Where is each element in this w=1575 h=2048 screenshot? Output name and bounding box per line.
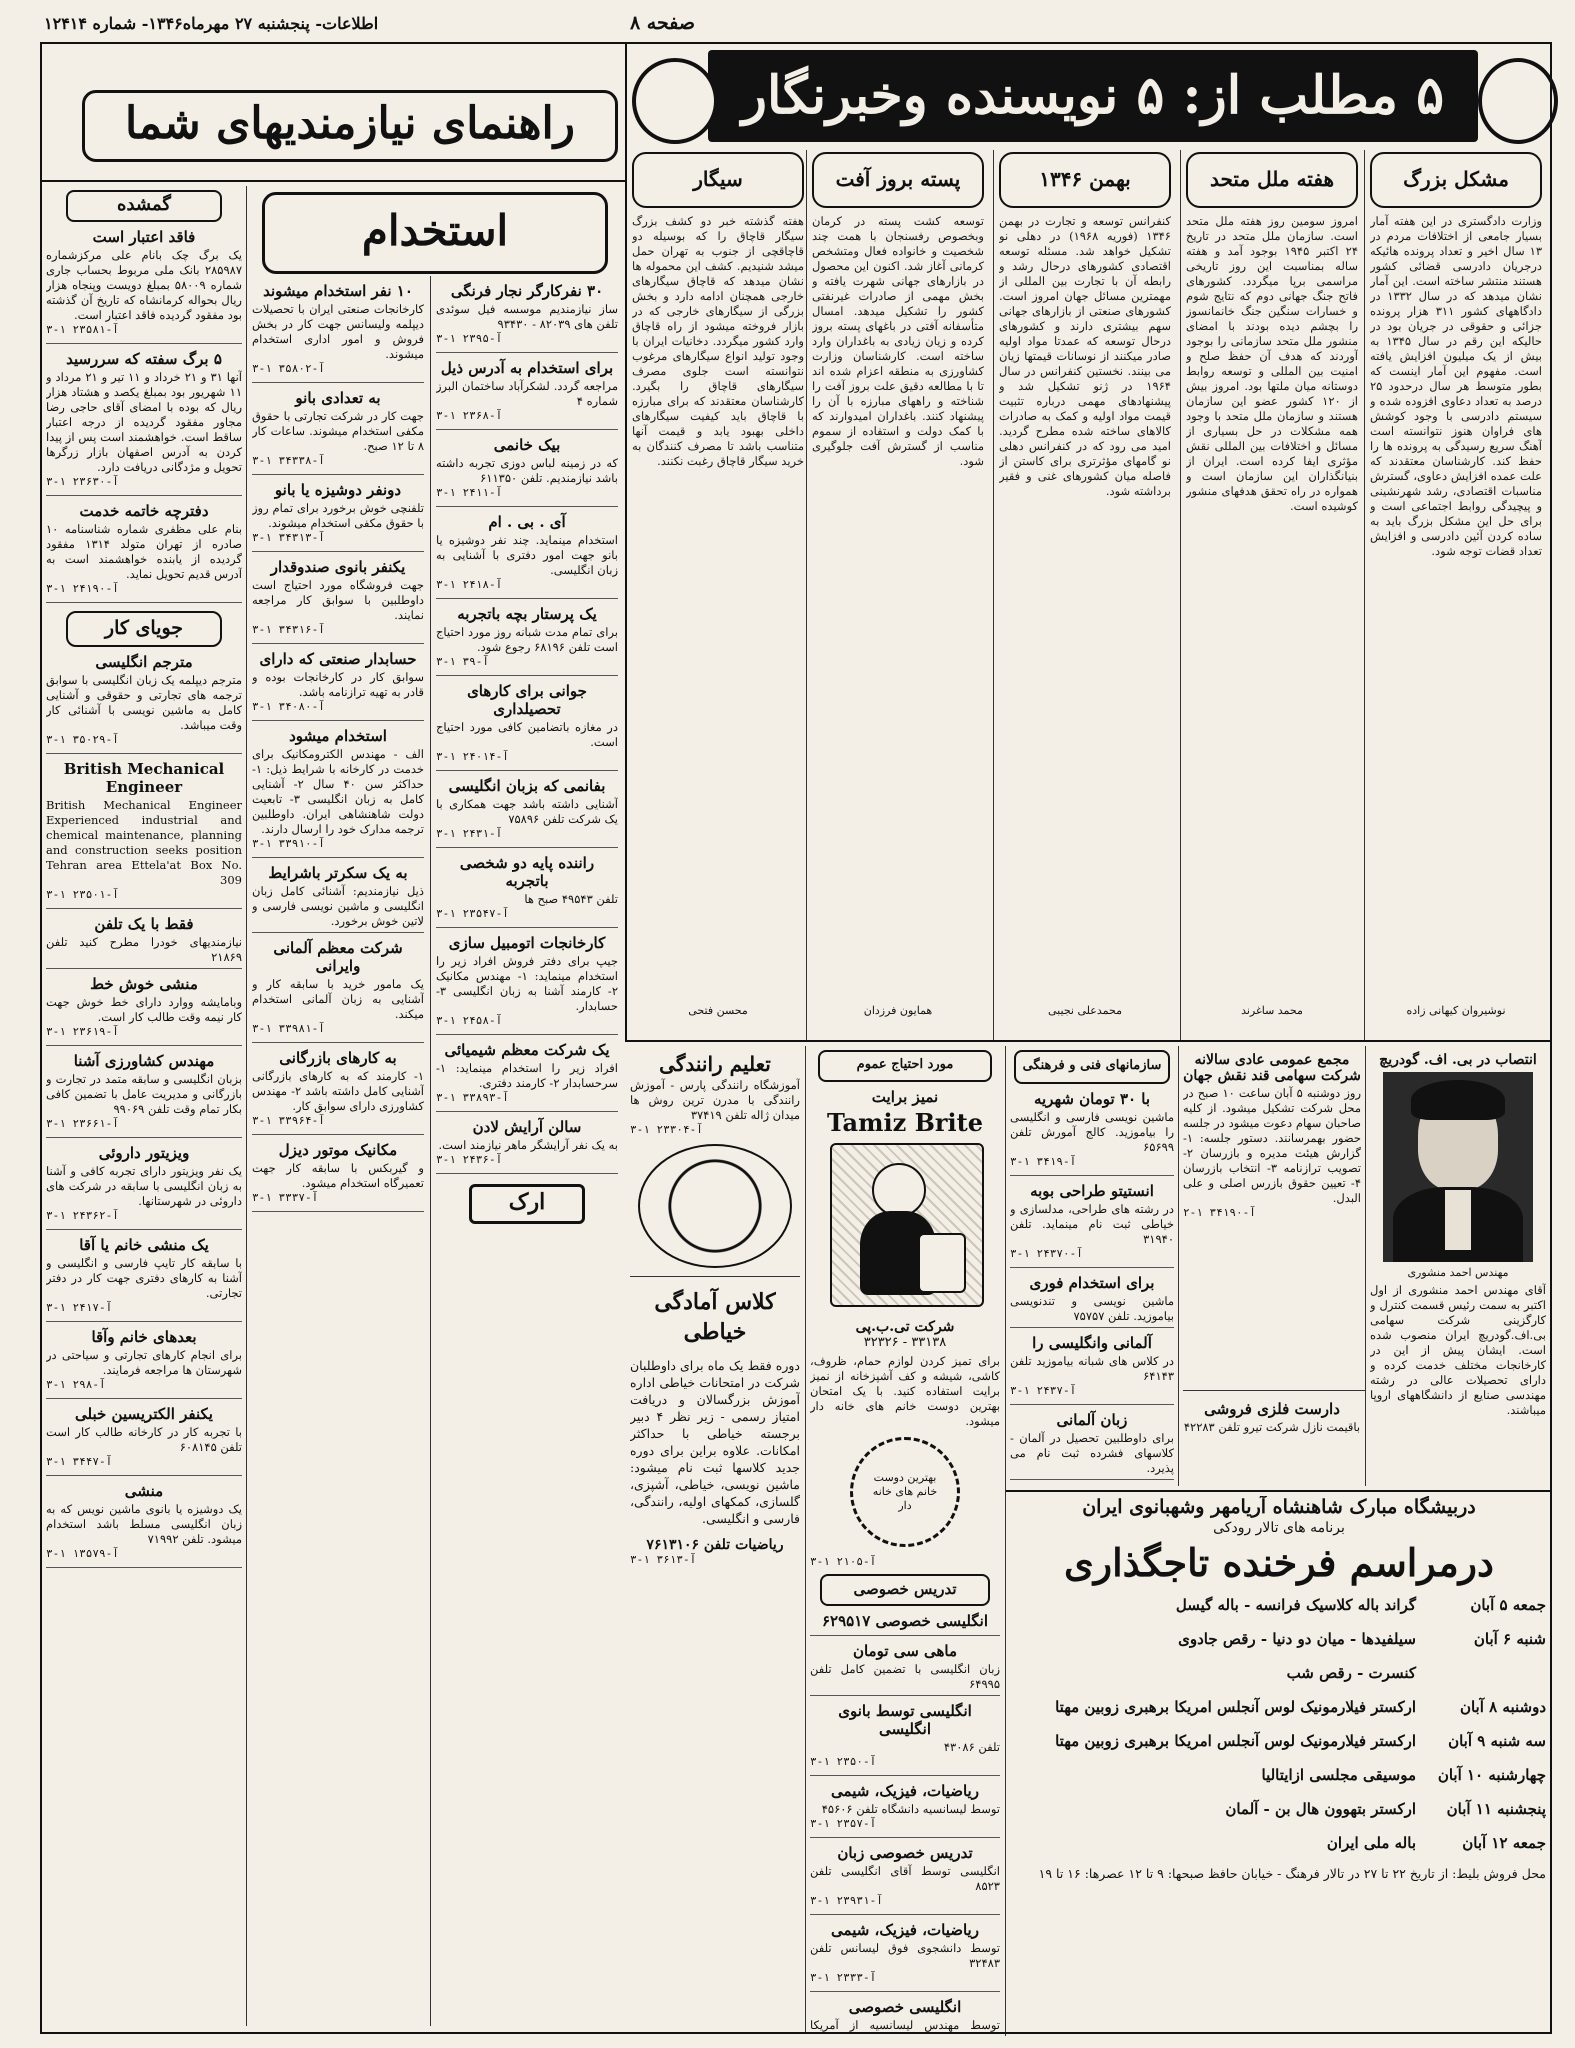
private-code: آ-۲۳۹۳۱ ۱-۳ xyxy=(810,1894,883,1907)
assembly-body: روز دوشنبه ۵ آبان ساعت ۱۰ صبح در محل شرکت تشکیل میشود. از کلیه صاحبان سهام دعوت میشود در جلسه حضور بهمرسانند. دستور جلسه: ۱- گزارش هیئت مدیره و بازرسان ۲- تصویب ترازنامه ۳- انتخاب بازرسان ۴- تعیین حقوق بازرس اصلی و علی البدل. xyxy=(1183,1086,1361,1205)
private-title: انگلیسی خصوصی ۶۲۹۵۱۷ xyxy=(821,1612,989,1630)
lost-title: فاقد اعتبار است xyxy=(92,228,196,246)
employment-body: جیپ برای دفتر فروش افراد زیر را استخدام مینماید: ۱- مهندس مکانیک ۲- کارمند آشنا به زبان انگلیسی ۳- حسابدار. xyxy=(436,954,618,1013)
employment-code: آ-۲۴۳۶ ۱-۳ xyxy=(436,1153,503,1166)
ceremony-schedule xyxy=(1012,1593,1546,1855)
employment-body: یک مامور خرید با سابقه کار و آشنایی به زبان آلمانی استخدام میکند. xyxy=(252,977,424,1021)
employment-item xyxy=(436,359,618,430)
appointment-title: انتصاب در بی. اف. گودریچ xyxy=(1379,1052,1537,1068)
lost-body: یک برگ چک بانام علی مرکزشماره ۲۸۵۹۸۷ بانک ملی مربوط بحساب جاری شماره ۵۸۰۰۹ بمبلغ دویست وپنجاه هزار ریال بحواله کرمانشاه که تاریخ آن گذشته بود مفقود گردیده فاقد اعتبار است. xyxy=(46,248,242,322)
jobseek-title: یک منشی خانم یا آقا xyxy=(79,1236,209,1254)
ceremony-row xyxy=(1012,1763,1546,1787)
employment-title: جوانی برای کارهای تحصیلداری xyxy=(467,682,587,718)
issue-line: اطلاعات- پنجشنبه ۲۷ مهرماه۱۳۴۶- شماره ۱۲۴۱۴ xyxy=(44,14,379,33)
employment-body: آشنایی داشته باشد جهت همکاری با یک شرکت تلفن ۷۵۸۹۶ xyxy=(436,797,618,826)
ceremony-day: جمعه ۱۲ آبان xyxy=(1462,1834,1546,1852)
employment-left-list xyxy=(252,282,424,1212)
ceremony-day: سه شنبه ۹ آبان xyxy=(1448,1732,1546,1750)
ceremony-title2: درمراسم فرخنده تاجگذاری xyxy=(1064,1540,1494,1585)
tamiz-seal xyxy=(850,1437,960,1547)
jobseek-body: وبامایشه ووارد دارای خط خوش جهت کار نیمه وقت طالب کار است. xyxy=(46,995,242,1024)
employment-body: در مغازه باتضامین کافی مورد احتیاج است. xyxy=(436,720,618,749)
tamiz-seal-text: بهترین دوست خانم های خانه دار xyxy=(872,1471,938,1512)
jobseek-title: بعدهای خانم وآقا xyxy=(91,1328,197,1346)
ceremony-event: کنسرت - رقص شب xyxy=(1286,1664,1416,1682)
employment-code: آ-۳۴۳۱۳ ۱-۳ xyxy=(252,531,325,544)
private-body: تلفن ۴۳۰۸۶ xyxy=(943,1740,1000,1754)
private-code: آ-۲۳۳۳ ۱-۳ xyxy=(810,1971,877,1984)
employment-body: استخدام مینماید. چند نفر دوشیزه یا بانو جهت امور دفتری با آشنایی به زبان انگلیسی. xyxy=(436,533,618,577)
employment-code: آ-۲۴۰۱۴ ۱-۳ xyxy=(436,750,509,763)
driving-sewing-column xyxy=(630,1046,800,2034)
tech-title: زبان آلمانی xyxy=(1056,1411,1128,1429)
employment-title: کارخانجات اتومبیل سازی xyxy=(448,934,606,952)
employment-title: به تعدادی بانو xyxy=(295,389,381,407)
feature-column xyxy=(632,152,804,1038)
tech-item xyxy=(1010,1182,1174,1268)
page-label: صفحه ۸ xyxy=(629,12,695,34)
tech-body: ماشین نویسی و تندنویسی بیاموزید. تلفن ۷۵۷۵۷ xyxy=(1010,1294,1174,1323)
feature-column xyxy=(999,152,1171,1038)
tech-title: با ۳۰ تومان شهریه xyxy=(1033,1090,1151,1108)
employment-item xyxy=(252,282,424,383)
feature-column xyxy=(1186,152,1358,1038)
ceremony-event: موسیقی مجلسی ازایتالیا xyxy=(1261,1766,1416,1784)
jobseek-heading xyxy=(66,611,222,647)
assembly-ad xyxy=(1183,1046,1361,1386)
employment-body: که در زمینه لباس دوزی تجربه داشته باشد نیازمندیم. تلفن ۶۱۱۳۵۰ xyxy=(436,456,618,485)
private-item xyxy=(810,1702,1000,1776)
appointment-ad xyxy=(1370,1046,1546,1486)
employment-title: یک پرستار بچه باتجربه xyxy=(457,605,597,623)
employment-body: برای تمام مدت شبانه روز مورد احتیاج است تلفن ۶۸۱۹۶ رجوع شود. xyxy=(436,625,618,654)
private-title: انگلیسی خصوصی xyxy=(848,1998,962,2016)
private-item xyxy=(810,1642,1000,1696)
employment-body: جهت کار در شرکت تجارتی با حقوق مکفی استخدام میشوند. ساعات کار ۸ تا ۱۲ صبح. xyxy=(252,409,424,453)
sewing-body: دوره فقط یک ماه برای داوطلبان شرکت در امتحانات خیاطی اداره آموزش بزرگسالان و دریافت امتیاز رسمی - زیر نظر ۴ دبیر برجسته خیاطی با حداکثر امکانات. علاوه براین برای دوره جدید کلاسها ثبت نام میشود: ماشین نویسی، خیاطی، آشپزی، گلسازی، کمکهای اولیه، رانندگی، فارسی و انگلیسی. xyxy=(630,1358,800,1526)
employment-title: حسابدار صنعتی که دارای xyxy=(259,650,417,668)
jobseek-item xyxy=(46,915,242,969)
employment-item xyxy=(252,389,424,475)
employment-code: آ-۳۳۸۹۳ ۱-۳ xyxy=(436,1091,509,1104)
employment-body: الف - مهندس الکترومکانیک برای خدمت در کارخانه با شرایط ذیل: ۱- حداکثر سن ۴۰ سال ۲- آشنایی کامل به زبان انگلیسی ۳- تابعیت دولت شاهنشاهی ایران. داوطلبین ترجمه مدارک خود را ارسال دارند. xyxy=(252,747,424,836)
tech-title: آلمانی وانگلیسی را xyxy=(1032,1334,1152,1352)
tech-body: برای داوطلبین تحصیل در آلمان - کلاسهای فشرده ثبت نام می پذیرد. xyxy=(1010,1431,1174,1475)
employment-right-list xyxy=(436,282,618,1174)
sale-body: باقیمت نازل شرکت تیرو تلفن ۴۲۲۸۳ xyxy=(1183,1420,1361,1434)
tech-title: انستیتو طراحی بوبه xyxy=(1030,1182,1154,1200)
feature-byline: محمد ساغرند xyxy=(1241,1004,1303,1017)
jobseek-code: آ-۲۳۵۰۱ ۱-۳ xyxy=(46,888,119,901)
col-lost-jobseek xyxy=(46,188,242,2028)
employment-body: ۱- کارمند که به کارهای بازرگانی آشنایی کامل داشته باشد ۲- مهندس کشاورزی دارای سوابق کار. xyxy=(252,1069,424,1113)
private-item xyxy=(810,1782,1000,1838)
employment-body: ساز نیازمندیم موسسه فیل سوئدی تلفن های ۸۲۰۳۹ - ۹۳۴۳۰ xyxy=(436,302,618,331)
employment-code: آ-۳۴۰۸۰ ۱-۳ xyxy=(252,700,325,713)
driving-body: آموزشگاه رانندگی پارس - آموزش رانندگی با مدرن ترین روش ها میدان ژاله تلفن ۳۷۴۱۹ xyxy=(630,1078,800,1122)
tech-title: برای استخدام فوری xyxy=(1029,1274,1155,1292)
jobseek-item xyxy=(46,653,242,754)
employment-code: آ-۳۳۹۶۴ ۱-۳ xyxy=(252,1114,325,1127)
private-body: توسط مهندس لیسانسیه از آمریکا xyxy=(810,2018,1000,2032)
employment-item xyxy=(252,864,424,933)
employment-item xyxy=(436,1041,618,1112)
employment-title: بفانمی که بزبان انگلیسی xyxy=(448,777,606,795)
feature-column xyxy=(1370,152,1542,1038)
employment-title: برای استخدام به آدرس ذیل xyxy=(440,359,614,377)
feature-body: امروز سومین روز هفته ملل متحد است. سازمان ملل متحد در تاریخ ۲۴ اکتبر ۱۹۴۵ بوجود آمد و هفته ساله بمناسبت این روز تاریخی مراسمی برپا میگردد. کشورهای فاتح جنگ جهانی دوم که نتایج شوم و خسارات سنگین جنگ خانمانسوز را بچشم دیده بودند با امضای منشور ملل متحد سازمانی را بوجود آوردند که هدف آن حفظ صلح و امنیت بین المللی و توسعه روابط دوستانه میان ملتها بود. امروز بیش از ۱۲۰ کشور عضو این سازمان هستند و سازمان ملل متحد با وجود همه مشکلات در حل بسیاری از مسائل و اختلافات بین المللی نقش مؤثری ایفا کرده است. ایران از بنیانگذاران این سازمان است و همواره در راه تحقق هدفهای منشور کوشیده است. xyxy=(1186,214,1358,513)
employment-code: آ-۳۹ ۱-۳ xyxy=(436,655,489,668)
jobseek-code: آ-۲۴۳۶۲ ۱-۳ xyxy=(46,1209,119,1222)
lost-body: بنام علی مظفری شماره شناسنامه ۱۰ صادره از تهران متولد ۱۳۱۴ مفقود گردیده از یابنده خواهشمند است به آدرس قدیم تحویل نماید. xyxy=(46,522,242,581)
ceremony-event: ارکستر فیلارمونیک لوس آنجلس امریکا برهبری زوبین مهتا xyxy=(1055,1698,1416,1716)
employment-body: به یک نفر آرایشگر ماهر نیازمند است. xyxy=(438,1138,618,1152)
tamiz-illustration xyxy=(820,1143,990,1313)
ceremony-title1: دربیشگاه مبارک شاهنشاه آریامهر وشهبانوی ایران xyxy=(1082,1496,1476,1518)
tamiz-brand: Tamiz Brite xyxy=(826,1108,983,1137)
assembly-code: آ-۳۴۱۹۰ ۱-۲ xyxy=(1183,1206,1256,1219)
main-headline-text: ۵ مطلب از: ۵ نویسنده وخبرنگار xyxy=(741,65,1445,126)
employment-title: به کارهای بازرگانی xyxy=(279,1049,397,1067)
employment-code: آ-۳۴۳۱۶ ۱-۳ xyxy=(252,623,325,636)
feature-title: سیگار xyxy=(632,152,804,208)
jobseek-body: با تجربه کار در کارخانه طالب کار است تلفن ۶۰۸۱۴۵ xyxy=(46,1425,242,1454)
jobseek-title: British Mechanical Engineer xyxy=(63,760,225,796)
lost-title: دفترچه خاتمه خدمت xyxy=(79,502,209,520)
tamiz-heading xyxy=(818,1050,992,1082)
jobseek-item xyxy=(46,1052,242,1138)
ceremony-event: گراند باله کلاسیک فرانسه - باله گیسل xyxy=(1175,1596,1416,1614)
employment-title: یک شرکت معظم شیمیائی xyxy=(444,1041,610,1059)
ceremony-day: دوشنبه ۸ آبان xyxy=(1459,1698,1546,1716)
ceremony-row xyxy=(1012,1729,1546,1753)
tech-list xyxy=(1010,1090,1174,1480)
private-list xyxy=(810,1612,1000,2034)
col-employment-left xyxy=(252,276,424,2026)
ceremony-event: ارکستر بتهوون هال بن - آلمان xyxy=(1225,1800,1416,1818)
employment-item xyxy=(436,934,618,1035)
employment-item xyxy=(252,558,424,644)
jobseek-title: فقط با یک تلفن xyxy=(94,915,194,933)
appointment-body: آقای مهندس احمد منشوری از اول اکتبر به سمت رئیس قسمت کنترل و کارگزینی شرکت سهامی بی.اف.گودریچ ایران منصوب شده است. ایشان پیش از این در کارخانجات مختلف خدمت کرده و دارای تحصیلات عالی در رشته مهندسی صنایع از دانشگاههای اروپا میباشند. xyxy=(1370,1283,1546,1417)
jobseek-title: ویزیتور داروئی xyxy=(98,1144,190,1162)
assembly-title: مجمع عمومی عادی سالانه شرکت سهامی قند نقش جهان xyxy=(1183,1052,1361,1084)
private-title: تدریس خصوصی زبان xyxy=(837,1844,973,1862)
employment-title: یکنفر بانوی صندوقدار xyxy=(270,558,406,576)
tamiz-body: برای تمیز کردن لوازم حمام، ظروف، کاشی، شیشه و کف آشپزخانه از نمیز برایت استفاده کنید. با یک امتحان بهترین دوست خانم های خانه دار میشود. xyxy=(810,1354,1000,1428)
tech-column xyxy=(1010,1046,1174,1486)
private-heading xyxy=(820,1574,990,1606)
employment-title: به یک سکرتر باشرایط xyxy=(268,864,408,882)
feature-title: مشکل بزرگ xyxy=(1370,152,1542,208)
employment-item xyxy=(252,650,424,721)
employment-code: آ-۲۴۱۱ ۱-۳ xyxy=(436,486,503,499)
employment-code: آ-۳۳۳۷ ۱-۳ xyxy=(252,1191,319,1204)
tech-heading-text: سازمانهای فنی و فرهنگی xyxy=(1022,1058,1162,1073)
employment-body: کارخانجات صنعتی ایران با تحصیلات دیپلمه ولیسانس جهت کار در بخش فروش و امور اداری استخدام میشوند. xyxy=(252,302,424,361)
ceremony-row xyxy=(1012,1695,1546,1719)
ceremony-event: ارکستر فیلارمونیک لوس آنجلس امریکا برهبری زوبین مهتا xyxy=(1055,1732,1416,1750)
sale-ad xyxy=(1183,1394,1361,1486)
jobseek-title: مترجم انگلیسی xyxy=(95,653,193,671)
tech-heading xyxy=(1014,1050,1170,1084)
employment-item xyxy=(252,939,424,1043)
feature-body: توسعه کشت پسته در کرمان وبخصوص رفسنجان با همت چند شخصیت و خانواده فعال ومتشخص کرمانی آغاز شد. اکنون این محصول در بازارهای جهانی شهرت یافته و بخش مهمی از صادرات غیرنفتی کشور را تشکیل میدهد. امسال متأسفانه آفتی در باغهای پسته بروز کرده و زیان زیادی به باغداران وارد ساخته است. کارشناسان وزارت کشاورزی به منطقه اعزام شده اند تا با مطالعه دقیق علت بروز آفت را شناخته و راههای مبارزه با آن را پیشنهاد کنند. باغداران امیدوارند که با کمک دولت و استفاده از سموم مناسب از گسترش آفت جلوگیری شود. xyxy=(812,214,984,468)
lost-item xyxy=(46,350,242,496)
employment-title: بیک خانمی xyxy=(493,436,561,454)
jobseek-body: بزبان انگلیسی و سابقه متمد در تجارت و بازرگانی و مدیریت عامل با تضمین کافی بکار تمام وقت تلفن ۹۹۰۶۹ xyxy=(46,1072,242,1116)
private-body: انگلیسی توسط آقای انگلیسی تلفن ۸۵۲۳ xyxy=(810,1864,1000,1893)
private-heading-text: تدریس خصوصی xyxy=(853,1580,957,1598)
tamiz-code: آ-۲۱۰۵ ۱-۳ xyxy=(810,1555,877,1568)
lost-code: آ-۲۳۶۳۰ ۱-۳ xyxy=(46,475,119,488)
jobseek-title: منشی خوش خط xyxy=(90,975,198,993)
employment-item xyxy=(436,1118,618,1174)
private-code: آ-۲۳۵۷ ۱-۳ xyxy=(810,1817,877,1830)
jobseek-item xyxy=(46,1482,242,1568)
private-body: توسط لیسانسیه دانشگاه تلفن ۴۵۶۰۶ xyxy=(821,1802,1000,1816)
ceremony-row xyxy=(1012,1593,1546,1617)
jobseek-item xyxy=(46,975,242,1046)
employment-body: تلفنچی خوش برخورد برای تمام روز با حقوق مکفی استخدام میشوند. xyxy=(252,501,424,530)
employment-item xyxy=(436,436,618,507)
jobseek-body: مترجم دیپلمه یک زبان انگلیسی با سوابق ترجمه های تجارتی و حقوقی و آشنایی کامل به ماشین نویسی با آشنائی کار وقت میباشد. xyxy=(46,673,242,732)
feature-title: هفته ملل متحد xyxy=(1186,152,1358,208)
jobseek-item xyxy=(46,1236,242,1322)
employment-code: آ-۳۳۹۱۰ ۱-۳ xyxy=(252,837,325,850)
col-employment-right xyxy=(436,276,618,2026)
employment-title: مکانیک موتور دیزل xyxy=(278,1141,398,1159)
jobseek-title: مهندس کشاورزی آشنا xyxy=(73,1052,215,1070)
ceremony-day xyxy=(1416,1661,1546,1685)
private-title: ریاضیات، فیزیک، شیمی xyxy=(831,1782,979,1800)
employment-item xyxy=(252,1049,424,1135)
jobseek-item xyxy=(46,1328,242,1399)
jobseek-item xyxy=(46,760,242,909)
employment-title: استخدام میشود xyxy=(289,727,387,745)
employment-body: سوابق کار در کارخانجات بوده و قادر به تهیه ترازنامه باشد. xyxy=(252,670,424,699)
ceremony-ad xyxy=(1012,1496,1546,2034)
jobseek-body: برای انجام کارهای تجارتی و سیاحتی در شهرستان ها مراجعه فرمایند. xyxy=(46,1348,242,1377)
employment-body: مراجعه گردد. لشکرآباد ساختمان البرز شماره ۴ xyxy=(436,379,618,408)
employment-code: آ-۲۴۵۸ ۱-۳ xyxy=(436,1014,503,1027)
feature-byline: محمدعلی نجیبی xyxy=(1048,1004,1122,1017)
lost-heading-text: گمشده xyxy=(117,194,171,215)
star-ornament-left xyxy=(632,58,718,144)
jobseek-code: آ-۱۳۵۷۹ ۱-۳ xyxy=(46,1547,119,1560)
tamiz-heading-text: مورد احتیاج عموم xyxy=(856,1057,954,1072)
jobseek-body: یک نفر ویزیتور دارای تجربه کافی و آشنا به زبان انگلیسی با سابقه در شرکت های داروئی در شهرستانها. xyxy=(46,1164,242,1208)
employment-title: دونفر دوشیزه یا بانو xyxy=(274,481,402,499)
private-item xyxy=(810,1844,1000,1915)
private-code: آ-۲۳۵۰ ۱-۳ xyxy=(810,1755,877,1768)
employment-item xyxy=(436,854,618,928)
private-item xyxy=(810,1612,1000,1636)
private-title: ریاضیات، فیزیک، شیمی xyxy=(831,1921,979,1939)
jobseek-code: آ-۳۵۰۲۹ ۱-۳ xyxy=(46,733,119,746)
feature-body: کنفرانس توسعه و تجارت در بهمن ۱۳۴۶ (فوریه ۱۹۶۸) در دهلی نو تشکیل خواهد شد. مسئله توسعه اقتصادی کشورهای درحال رشد و رابطه آن با تجارت بین المللی از مهمترین مسائل جهان امروز است. کشورهای صنعتی از بازارهای جهانی سهم بیشتری دارند و کشورهای درحال توسعه که عمدتا مواد اولیه صادر میکنند از نوسانات قیمتها زیان می بینند. نخستین کنفرانس در سال ۱۹۶۴ در ژنو تشکیل شد و پیشنهادهای مهمی درباره تثبیت قیمت مواد اولیه و کمک به صادرات کالاهای ساخته شده مطرح گردید. امید می رود که در کنفرانس دهلی نو گامهای مؤثرتری برای کاستن از فاصله میان کشورهای غنی و فقیر برداشته شود. xyxy=(999,214,1171,498)
employment-item xyxy=(252,1141,424,1212)
lost-title: ۵ برگ سفته که سررسید xyxy=(66,350,222,368)
feature-byline: نوشیروان کیهانی زاده xyxy=(1406,1004,1506,1017)
private-column xyxy=(810,1046,1000,2034)
feature-body: هفته گذشته خبر دو کشف بزرگ سیگار قاچاق را که بوسیله دو قاچاقچی از جنوب به تهران حمل میشد شنیدیم. کشف این محموله ها نشان میدهد که قاچاق سیگارهای خارجی همچنان ادامه دارد و بخش بزرگی از سیگارهای خارجی که در بازار فروخته میشود از راه قاچاق وارد کشور میگردد. دخانیات ایران با وجود تولید انواع سیگارهای مرغوب نتوانسته است جلوی مصرف سیگارهای قاچاق را بگیرد. کارشناسان معتقدند که برای مبارزه با قاچاق باید کیفیت سیگارهای داخلی بهبود یابد و قیمت آنها متناسب باشد تا مصرف کنندگان به خرید سیگار قاچاق رغبت نکنند. xyxy=(632,214,804,468)
jobseek-body: British Mechanical Engineer Experienced industrial and chemical maintenance, planning and construction seeks position Tehran area Ettela'at Box No. 309 xyxy=(46,798,242,887)
employment-heading xyxy=(262,192,608,274)
lost-code: آ-۲۳۵۸۱ ۱-۳ xyxy=(46,323,119,336)
employment-heading-text: استخدام xyxy=(361,206,509,255)
employment-item xyxy=(252,727,424,858)
feature-byline: همایون فرزدان xyxy=(863,1004,933,1017)
jobseek-code: آ-۲۹۸ ۱-۳ xyxy=(46,1378,106,1391)
tech-code: آ-۲۴۳۷ ۱-۳ xyxy=(1010,1384,1077,1397)
lost-heading xyxy=(66,190,222,222)
driving-logo xyxy=(638,1144,792,1268)
employment-title: شرکت معظم آلمانی وایرانی xyxy=(273,939,403,975)
ceremony-event: باله ملی ایران xyxy=(1326,1834,1416,1852)
lost-body: آنها ۳۱ و ۲۱ خرداد و ۱۱ تیر و ۲۱ مرداد و ۱۱ شهریور بود بمبلغ یکصد و هشتاد هزار ریال که بوده با امضای آقای حاجی رضا مجاور مفقود گردیده از درجه اعتبار ساقط است. خواهشمند است پس از پیدا کردن به آدرس اصفهان بازار زرگرها تحویل و مژدگانی دریافت دارد. xyxy=(46,370,242,474)
employment-body: تلفن ۴۹۵۴۳ صبح ها xyxy=(524,892,618,906)
employment-code: آ-۲۳۶۸ ۱-۳ xyxy=(436,409,503,422)
employment-code: آ-۲۴۳۱ ۱-۳ xyxy=(436,827,503,840)
ceremony-day: جمعه ۵ آبان xyxy=(1470,1596,1546,1614)
tech-item xyxy=(1010,1274,1174,1328)
employment-title: ۱۰ نفر استخدام میشوند xyxy=(263,282,413,300)
ark-logo-text: ارک xyxy=(508,1189,546,1215)
ark-logo xyxy=(469,1184,585,1224)
tech-item xyxy=(1010,1411,1174,1480)
employment-item xyxy=(436,282,618,353)
employment-title: ۳۰ نفرکارگر نجار فرنگی xyxy=(450,282,604,300)
classifieds-heading-text: راهنمای نیازمندیهای شما xyxy=(124,98,576,149)
tech-code: آ-۲۴۳۷۰ ۱-۳ xyxy=(1010,1247,1083,1260)
lost-item xyxy=(46,228,242,344)
ceremony-row xyxy=(1012,1627,1546,1651)
jobseek-body: نیازمندیهای خودرا مطرح کنید تلفن ۲۱۸۶۹ xyxy=(46,935,242,964)
ceremony-day: شنبه ۶ آبان xyxy=(1473,1630,1546,1648)
jobseek-code: آ-۲۴۱۷ ۱-۳ xyxy=(46,1301,113,1314)
tech-code: آ-۳۴۱۹ ۱-۳ xyxy=(1010,1155,1077,1168)
feature-title: بهمن ۱۳۴۶ xyxy=(999,152,1171,208)
jobseek-code: آ-۲۳۶۱۹ ۱-۳ xyxy=(46,1025,119,1038)
ceremony-row xyxy=(1012,1661,1546,1685)
main-headline xyxy=(708,50,1478,142)
employment-code: آ-۲۳۹۵ ۱-۳ xyxy=(436,332,503,345)
private-title: ماهی سی تومان xyxy=(852,1642,958,1660)
tamiz-title: نمیز برایت xyxy=(871,1088,939,1106)
employment-body: جهت فروشگاه مورد احتیاج است داوطلبین با سوابق کار مراجعه نمایند. xyxy=(252,578,424,622)
jobseek-code: آ-۳۴۴۷ ۱-۳ xyxy=(46,1455,113,1468)
private-title: انگلیسی توسط بانوی انگلیسی xyxy=(838,1702,972,1738)
employment-body: و گیربکس با سابقه کار جهت تعمیرگاه استخدام میشود. xyxy=(252,1161,424,1190)
private-item xyxy=(810,1921,1000,1992)
jobseek-list xyxy=(46,653,242,1568)
employment-code: آ-۲۴۱۸ ۱-۳ xyxy=(436,578,503,591)
employment-item xyxy=(436,682,618,771)
private-item xyxy=(810,1998,1000,2034)
driving-title: تعلیم رانندگی xyxy=(659,1052,771,1076)
sewing-code: آ-۳۶۱۳ ۱-۳ xyxy=(630,1553,697,1566)
tech-item xyxy=(1010,1334,1174,1405)
ceremony-row xyxy=(1012,1797,1546,1821)
feature-title: پسته بروز آفت xyxy=(812,152,984,208)
employment-body: ذیل نیازمندیم: آشنائی کامل زبان انگلیسی و ماشین نویسی فارسی و لاتین خوش برخورد. xyxy=(252,884,424,928)
ceremony-day: چهارشنبه ۱۰ آبان xyxy=(1437,1766,1546,1784)
appointment-caption: مهندس احمد منشوری xyxy=(1407,1266,1509,1279)
feature-body: وزارت دادگستری در این هفته آمار بسیار جامعی از اختلافات مردم در ۱۳ سال اخیر و تعداد پرونده هائیکه درجریان دادرسی قضائی کشور هستند منتشر ساخته است. این آمار نشان میدهد که در سال ۱۳۳۲ در دادگاههای کشور ۳۱۱ هزار پرونده جزائی و حقوقی در جریان بود در حالیکه این رقم در سال ۱۳۴۵ به بیش از یک میلیون افزایش یافته است. مفهوم این آمار اینست که بطور متوسط هر سال درحدود ۲۵ درصد به تعداد دعاوی افزوده شده و سیستم دادرسی با وجود کوشش های فراوان هنوز نتوانسته است آهنگ سریع رسیدگی به پرونده ها را حفظ کند. کارشناسان معتقدند که علت عمده افزایش دعاوی، گسترش مناسبات اقتصادی، رشد شهرنشینی و پیچیدگی روابط اجتماعی است و برای حل این مشکل بزرگ باید به ساده کردن آئین دادرسی و افزایش تعداد قضات توجه شود. xyxy=(1370,214,1542,558)
employment-code: آ-۳۳۹۸۱ ۱-۳ xyxy=(252,1022,325,1035)
tech-body: در کلاس های شبانه بیاموزید تلفن ۶۴۱۴۳ xyxy=(1010,1354,1174,1383)
jobseek-heading-text: جویای کار xyxy=(104,617,184,639)
appointment-photo xyxy=(1383,1072,1533,1262)
tech-body: ماشین نویسی فارسی و انگلیسی را بیاموزید. کالج آمورش تلفن ۶۵۶۹۹ xyxy=(1010,1110,1174,1154)
tamiz-company: شرکت تی.ب.پی xyxy=(855,1319,955,1335)
ceremony-subtitle: برنامه های تالار رودکی xyxy=(1213,1520,1345,1536)
sale-title: دارست فلزی فروشی xyxy=(1204,1400,1340,1418)
employment-title: سالن آرایش لادن xyxy=(472,1118,582,1136)
employment-code: آ-۳۵۸۰۲ ۱-۳ xyxy=(252,362,325,375)
lost-item xyxy=(46,502,242,603)
sewing-footer: ریاضیات تلفن ۷۶۱۳۱۰۶ xyxy=(646,1537,784,1553)
lost-list xyxy=(46,228,242,603)
tech-item xyxy=(1010,1090,1174,1176)
private-body: توسط دانشجوی فوق لیسانس تلفن ۳۲۴۸۳ xyxy=(810,1941,1000,1970)
employment-code: آ-۳۴۳۳۸ ۱-۳ xyxy=(252,454,325,467)
employment-title: آی . بی . ام xyxy=(488,513,566,531)
feature-byline: محسن فتحی xyxy=(688,1004,748,1017)
private-body: زبان انگلیسی با تضمین کامل تلفن ۶۴۹۹۵ xyxy=(810,1662,1000,1691)
employment-item xyxy=(252,481,424,552)
employment-item xyxy=(436,605,618,676)
jobseek-title: یکنفر الکتریسین خبلی xyxy=(75,1405,213,1423)
sewing-title: کلاس آمادگی خیاطی xyxy=(654,1289,776,1345)
ceremony-row xyxy=(1012,1831,1546,1855)
jobseek-body: یک دوشیزه یا بانوی ماشین نویس که به زبان انگلیسی مسلط باشد استخدام میشود. تلفن ۷۱۹۹۲ xyxy=(46,1502,242,1546)
tamiz-phones: ۳۳۱۳۸ - ۳۲۳۲۶ xyxy=(863,1335,947,1350)
driving-code: آ-۲۳۳۰۴ ۱-۳ xyxy=(630,1123,703,1136)
feature-column xyxy=(812,152,984,1038)
jobseek-code: آ-۲۳۶۶۱ ۱-۳ xyxy=(46,1117,119,1130)
employment-item xyxy=(436,513,618,599)
ceremony-footer: محل فروش بلیط: از تاریخ ۲۲ تا ۲۷ در تالار فرهنگ - خیابان حافظ صبحها: ۹ تا ۱۲ عصرها: ۱۶ تا ۱۹ xyxy=(1038,1866,1546,1881)
employment-code: آ-۲۳۵۴۷ ۱-۳ xyxy=(436,907,509,920)
employment-body: افراد زیر را استخدام مینماید: ۱- سرحسابدار ۲- کارمند دفتری. xyxy=(436,1061,618,1090)
employment-title: راننده پایه دو شخصی باتجربه xyxy=(459,854,595,890)
ceremony-event: سیلفیدها - میان دو دنیا - رقص جادوی xyxy=(1178,1630,1416,1648)
ceremony-day: پنجشنبه ۱۱ آبان xyxy=(1446,1800,1546,1818)
jobseek-body: با سابقه کار تایپ فارسی و انگلیسی و آشنا به کارهای دفتری جهت کار در دفتر تجارتی. xyxy=(46,1256,242,1300)
jobseek-title: منشی xyxy=(124,1482,164,1500)
lost-code: آ-۲۴۱۹۰ ۱-۳ xyxy=(46,582,119,595)
star-ornament-right xyxy=(1478,58,1558,144)
tech-body: در رشته های طراحی، مدلسازی و خیاطی ثبت نام مینماید. تلفن ۳۱۹۴۰ xyxy=(1010,1202,1174,1246)
classifieds-heading xyxy=(82,90,618,162)
jobseek-item xyxy=(46,1405,242,1476)
jobseek-item xyxy=(46,1144,242,1230)
employment-item xyxy=(436,777,618,848)
